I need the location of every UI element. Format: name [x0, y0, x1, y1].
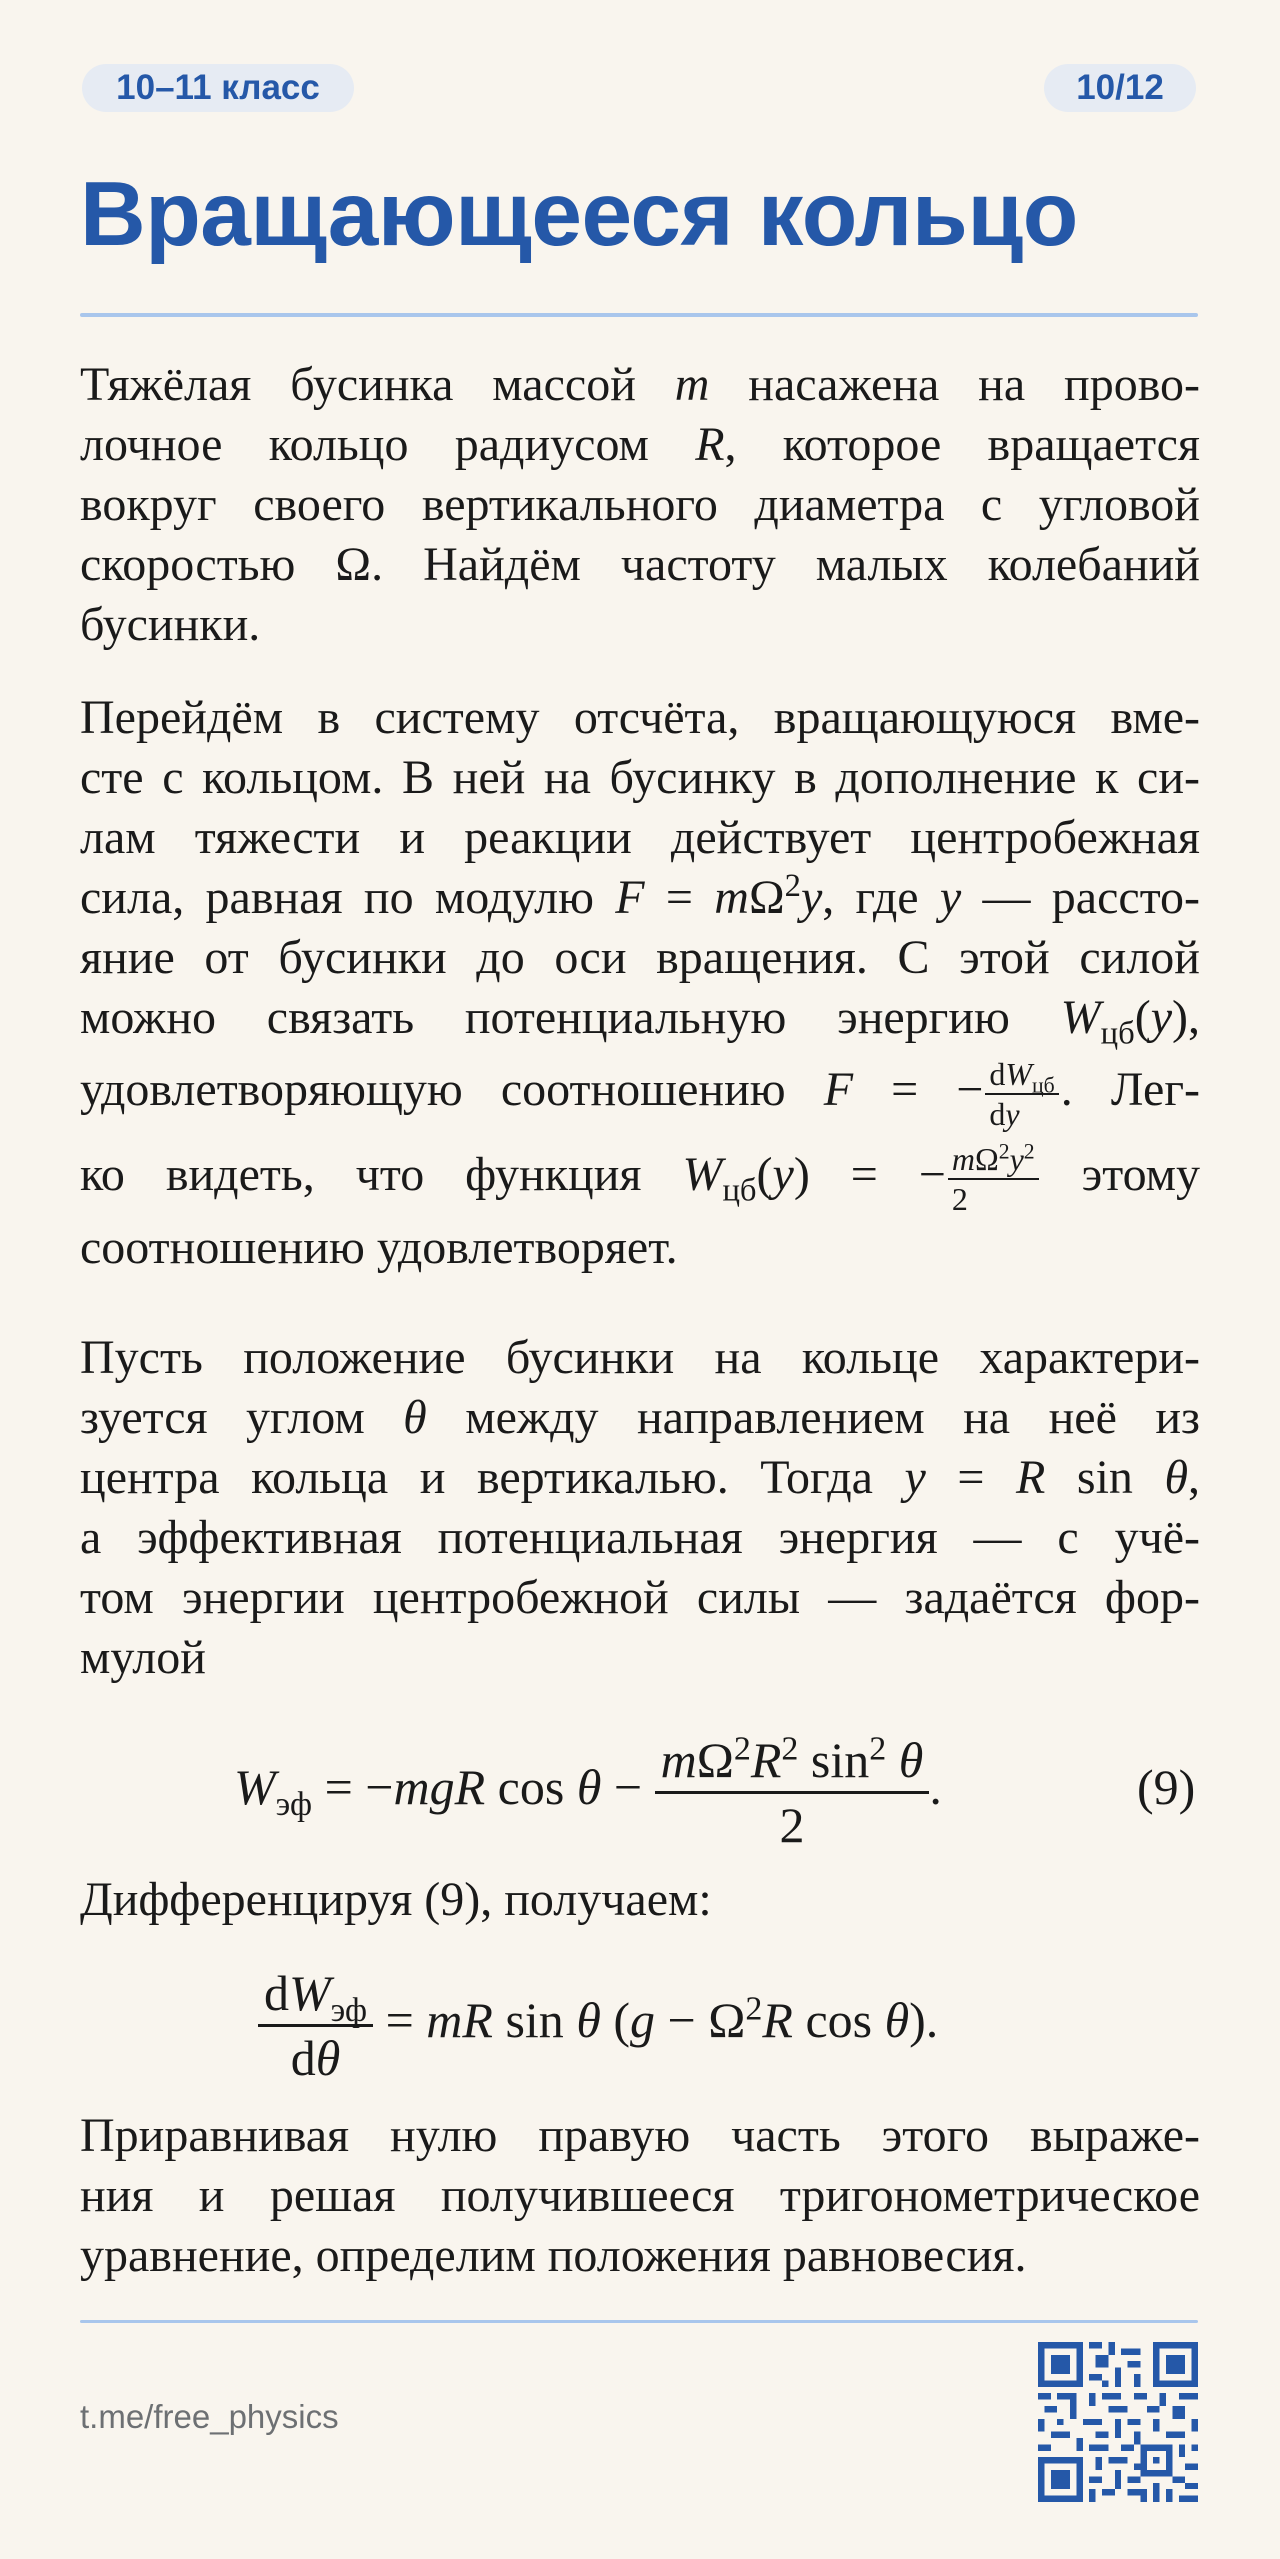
derivative-equation: $\frac{dW_{эф}}{d\theta}$ = mR sin θ ($g - \Omega^2R$ cos θ). — [0, 1955, 1280, 2085]
force-fraction: $\frac{dW_{цб}}{dy}$ — [985, 1055, 1058, 1133]
equation-9: $W_{эф} = -mgR$ cos θ − $\frac{m\Omega^2R^2 \sin^2 \theta}{2}$ . (9) — [0, 1722, 1280, 1852]
page-counter-badge: 10/12 — [1044, 64, 1196, 112]
grade-badge: 10–11 класс — [82, 64, 354, 112]
angle-paragraph: Пусть положение бусинки на кольце характери- зуется углом θ между направлением на неё из центра кольца и вертикалью. Тогда y = R sin θ, а эффективная потенциальная энергия — с учё- том энергии центробежной силы — задаётся фор- мулой — [80, 1331, 1201, 1684]
telegram-link[interactable]: t.me/free_physics — [80, 2398, 339, 2435]
title-divider — [80, 313, 1198, 317]
potential-fraction: $\frac{m\Omega^2y^2}{2}$ — [948, 1140, 1039, 1218]
qr-code — [1038, 2342, 1198, 2502]
equilibrium-paragraph: Приравнивая нулю правую часть этого выраже- ния и решая получившееся тригонометрическое уравнение, определим положения равновесия. — [80, 2109, 1200, 2282]
footer-divider — [80, 2320, 1198, 2323]
equation-9-number: (9) — [1137, 1759, 1196, 1815]
rotating-frame-paragraph: Перейдём в систему отсчёта, вращающуюся вме- сте с кольцом. В ней на бусинку в дополнение к си- лам тяжести и реакции действует центробежная сила, равная по модулю $F = m\Omega^2y$, где y — рассто- яние от бусинки до оси вращения. С этой силой можно связать потенциальную энергию $W_{цб}(y)$, удовлетворяющую соотношению F = − $\frac{dW_{цб}}{dy}$ . Лег- ко видеть, что функция $W_{цб}(y)$ = − $\frac{m\Omega^2y^2}{2}$ этому соотношению удовлетворяет. — [80, 691, 1201, 1274]
differentiating-line: Дифференцируя (9), получаем: — [80, 1873, 712, 1926]
intro-paragraph: Тяжёлая бусинка массой m насажена на прово- лочное кольцо радиусом R, которое вращается вокруг своего вертикального диаметра с угловой скоростью Ω. Найдём частоту малых колебаний бусинки. — [80, 358, 1201, 651]
page-title: Вращающееся кольцо — [80, 164, 1078, 265]
